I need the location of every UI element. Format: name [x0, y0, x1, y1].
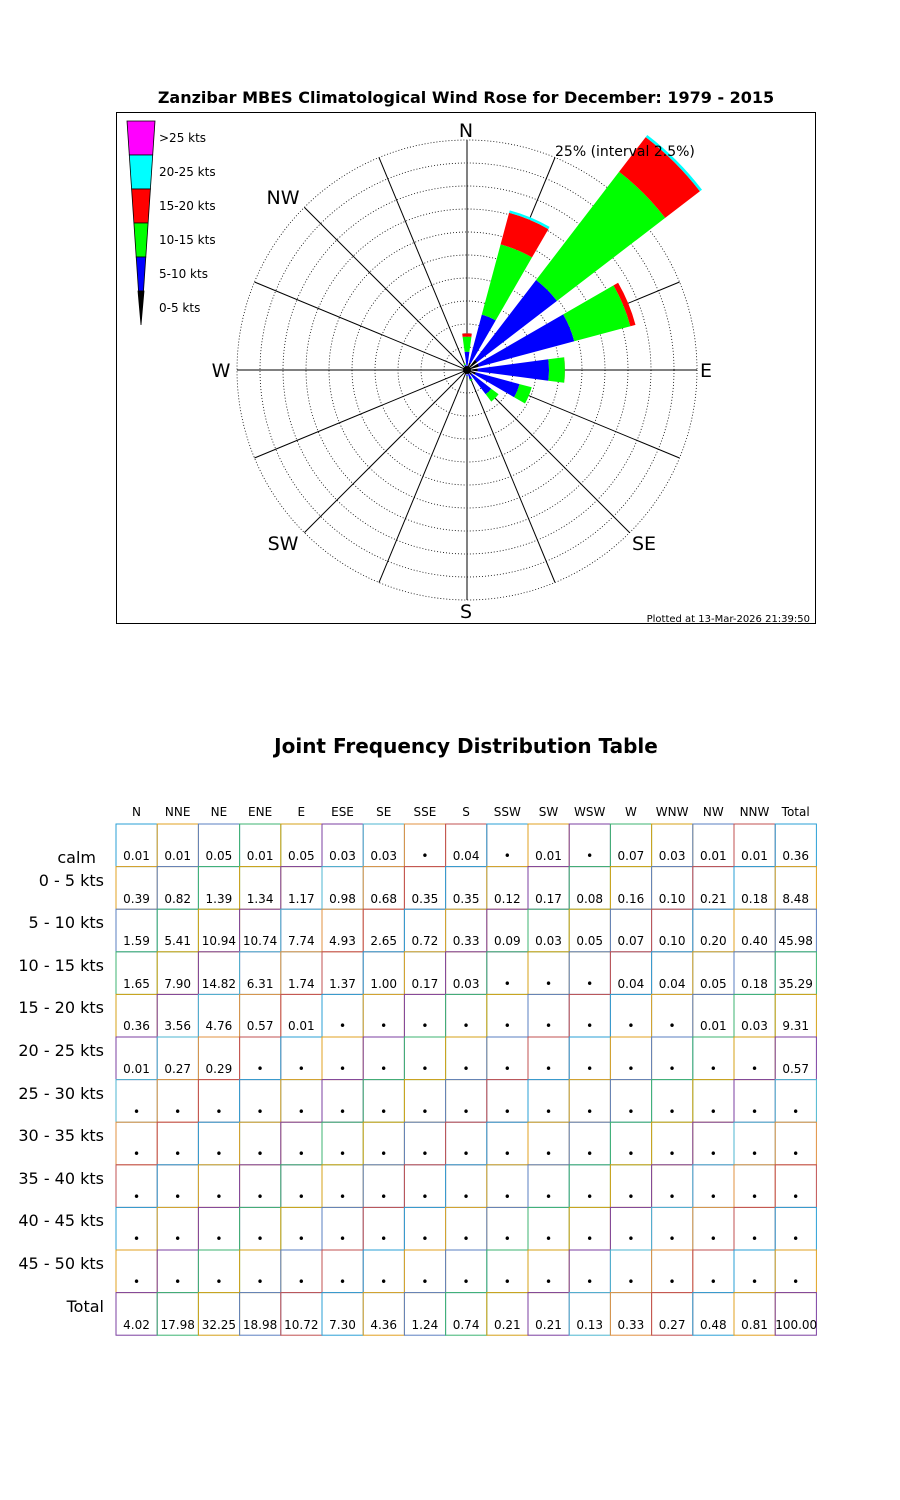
- table-cell: •: [380, 1104, 388, 1119]
- table-cell: •: [586, 1062, 594, 1076]
- table-cell: 17.98: [160, 1317, 195, 1332]
- table-cell: 0.07: [617, 934, 645, 949]
- table-cell: •: [709, 1104, 717, 1119]
- table-cell: •: [462, 1019, 470, 1034]
- table-cell: 0.13: [576, 1317, 604, 1332]
- table-cell: 18.98: [242, 1317, 278, 1332]
- table-cell: •: [668, 1147, 676, 1162]
- table-cell: •: [132, 1104, 141, 1119]
- table-cell: •: [792, 1232, 800, 1247]
- legend-label: 15-20 kts: [159, 199, 216, 213]
- table-cell: 35.29: [778, 976, 813, 991]
- row-label: 20 - 25 kts: [18, 1041, 104, 1060]
- compass-s: S: [459, 601, 473, 623]
- compass-e: E: [699, 360, 713, 382]
- table-cell: •: [421, 1019, 429, 1034]
- table-cell: •: [750, 1232, 759, 1247]
- table-cell: 5.41: [164, 934, 192, 949]
- table-cell: •: [297, 1232, 305, 1247]
- table-cell: 9.31: [782, 1019, 810, 1034]
- table-cell: •: [256, 1232, 264, 1247]
- table-cell: •: [544, 1147, 553, 1162]
- table-cell: 0.35: [452, 891, 480, 906]
- table-cell: 0.21: [699, 891, 727, 906]
- table-cell: •: [338, 1104, 347, 1119]
- table-cell: 10.72: [284, 1317, 319, 1332]
- column-header: SSW: [493, 805, 521, 819]
- table-cell: 8.48: [782, 891, 810, 906]
- table-cell: •: [627, 1189, 635, 1204]
- legend-label: 10-15 kts: [159, 233, 216, 247]
- table-cell: •: [132, 1147, 141, 1162]
- table-cell: 0.82: [164, 891, 192, 906]
- table-cell: 0.03: [741, 1019, 768, 1034]
- table-cell: 0.03: [535, 934, 562, 949]
- row-label: 30 - 35 kts: [18, 1126, 104, 1146]
- table-cell: •: [750, 1104, 759, 1119]
- table-cell: 0.16: [617, 891, 645, 906]
- table-cell: •: [338, 1189, 347, 1204]
- table-cell: •: [586, 849, 594, 863]
- table-cell: •: [338, 1232, 347, 1247]
- column-header: WSW: [574, 805, 606, 819]
- table-cell: 0.09: [493, 934, 521, 949]
- column-header: N: [132, 805, 141, 819]
- table-cell: •: [792, 1104, 800, 1119]
- table-cell: •: [380, 1232, 388, 1247]
- table-cell: 14.82: [201, 976, 237, 991]
- table-cell: •: [462, 1232, 470, 1247]
- table-cell: •: [668, 1019, 676, 1034]
- table-cell: •: [297, 1147, 305, 1162]
- table-cell: 0.72: [411, 934, 439, 949]
- table-cell: 0.18: [741, 976, 768, 991]
- table-cell: 0.40: [741, 934, 768, 949]
- table-cell: 7.74: [287, 934, 315, 949]
- table-cell: •: [174, 1275, 182, 1289]
- table-cell: 0.33: [617, 1317, 645, 1332]
- table-cell: 0.03: [329, 849, 356, 863]
- column-header: SE: [376, 805, 392, 819]
- table-cell: •: [503, 1062, 511, 1076]
- table-cell: 0.04: [617, 976, 645, 991]
- table-cell: 0.01: [164, 849, 192, 863]
- table-cell: •: [462, 1275, 470, 1289]
- column-header: NW: [702, 805, 724, 819]
- table-cell: 1.39: [205, 891, 233, 906]
- table-cell: •: [792, 1147, 800, 1162]
- row-label: calm: [57, 848, 96, 867]
- column-header: SSE: [413, 805, 437, 819]
- table-cell: 0.18: [741, 891, 768, 906]
- table-cell: •: [380, 1189, 388, 1204]
- table-cell: 0.04: [658, 976, 686, 991]
- table-cell: •: [215, 1147, 223, 1162]
- table-cell: 0.08: [576, 891, 604, 906]
- table-cell: 0.27: [164, 1062, 192, 1076]
- table-cell: •: [586, 1275, 594, 1289]
- table-cell: 0.27: [658, 1317, 686, 1332]
- table-cell: •: [792, 1189, 800, 1204]
- table-cell: 0.81: [741, 1317, 768, 1332]
- table-cell: 0.17: [411, 976, 439, 991]
- table-cell: •: [421, 1104, 429, 1119]
- row-label: 35 - 40 kts: [18, 1168, 104, 1188]
- table-cell: •: [627, 1275, 635, 1289]
- table-cell: •: [627, 1062, 635, 1076]
- table-cell: •: [586, 1232, 594, 1247]
- row-label: 40 - 45 kts: [18, 1211, 104, 1231]
- table-cell: 0.33: [452, 934, 480, 949]
- table-cell: 0.74: [452, 1317, 480, 1332]
- table-cell: •: [750, 1147, 759, 1162]
- table-cell: •: [297, 1189, 305, 1204]
- table-cell: 0.03: [452, 976, 480, 991]
- table-cell: 0.57: [782, 1062, 810, 1076]
- row-label: 45 - 50 kts: [18, 1254, 104, 1273]
- table-cell: •: [750, 1189, 759, 1204]
- table-cell: 1.17: [287, 891, 315, 906]
- table-cell: •: [174, 1147, 182, 1162]
- table-cell: •: [421, 1275, 429, 1289]
- column-header: ESE: [331, 805, 354, 819]
- table-cell: •: [503, 1019, 511, 1034]
- table-cell: •: [338, 1275, 347, 1289]
- table-cell: 0.04: [452, 849, 480, 863]
- column-header: NNW: [739, 805, 770, 819]
- table-cell: 0.48: [699, 1317, 727, 1332]
- table-cell: •: [750, 1062, 759, 1076]
- row-label: 5 - 10 kts: [28, 913, 104, 933]
- column-header: ENE: [248, 805, 273, 819]
- table-cell: •: [668, 1275, 676, 1289]
- table-cell: •: [215, 1232, 223, 1247]
- table-cell: 1.00: [370, 976, 398, 991]
- table-cell: 0.05: [205, 849, 233, 863]
- table-cell: 0.21: [535, 1317, 562, 1332]
- table-cell: •: [544, 1104, 553, 1119]
- row-label: 0 - 5 kts: [38, 870, 104, 890]
- table-cell: •: [132, 1275, 141, 1289]
- table-cell: 0.39: [123, 891, 150, 906]
- legend-label: 5-10 kts: [159, 267, 208, 281]
- table-cell: 1.59: [123, 934, 150, 949]
- ring-scale-label: 25% (interval 2.5%): [555, 144, 695, 160]
- table-cell: •: [668, 1189, 676, 1204]
- table-cell: 1.34: [246, 891, 274, 906]
- table-cell: 4.93: [329, 934, 356, 949]
- table-cell: •: [338, 1019, 347, 1034]
- column-header: S: [462, 805, 470, 819]
- table-cell: •: [586, 1189, 594, 1204]
- table-cell: 0.12: [493, 891, 521, 906]
- table-cell: 0.21: [493, 1317, 521, 1332]
- row-label: 15 - 20 kts: [18, 998, 104, 1018]
- table-cell: •: [544, 1275, 553, 1289]
- table-cell: 10.94: [201, 934, 237, 949]
- table-cell: 1.24: [411, 1317, 439, 1332]
- table-cell: •: [380, 1062, 388, 1076]
- table-cell: •: [380, 1275, 388, 1289]
- table-cell: •: [544, 1232, 553, 1247]
- table-cell: 0.01: [741, 849, 768, 863]
- table-cell: 0.68: [370, 891, 398, 906]
- table-cell: 0.29: [205, 1062, 233, 1076]
- table-cell: •: [338, 1147, 347, 1162]
- table-cell: •: [544, 976, 553, 991]
- table-cell: 1.37: [329, 976, 356, 991]
- table-cell: •: [503, 976, 511, 991]
- table-cell: •: [297, 1104, 305, 1119]
- compass-se: SE: [631, 533, 657, 555]
- table-cell: •: [627, 1104, 635, 1119]
- table-cell: 0.01: [287, 1019, 315, 1034]
- table-cell: 1.65: [123, 976, 150, 991]
- plotted-at: Plotted at 13-Mar-2026 21:39:50: [646, 614, 810, 625]
- table-cell: 0.01: [699, 1019, 727, 1034]
- table-title: Joint Frequency Distribution Table: [274, 734, 658, 758]
- table-cell: •: [462, 1147, 470, 1162]
- table-cell: 0.05: [576, 934, 604, 949]
- table-cell: 0.03: [658, 849, 686, 863]
- table-cell: •: [668, 1104, 676, 1119]
- legend-label: >25 kts: [159, 131, 207, 145]
- table-cell: 3.56: [164, 1019, 192, 1034]
- table-cell: •: [132, 1232, 141, 1247]
- table-cell: •: [215, 1104, 223, 1119]
- chart-title: Zanzibar MBES Climatological Wind Rose for December: 1979 - 2015: [157, 88, 775, 107]
- table-cell: 32.25: [201, 1317, 237, 1332]
- table-cell: 45.98: [778, 934, 813, 949]
- column-header: E: [297, 805, 306, 819]
- table-cell: •: [421, 1232, 429, 1247]
- table-cell: 0.01: [699, 849, 727, 863]
- row-label: Total: [66, 1296, 104, 1316]
- compass-w: W: [211, 360, 231, 382]
- table-cell: •: [586, 976, 594, 991]
- table-cell: 0.01: [123, 1062, 150, 1076]
- table-cell: 0.05: [287, 849, 315, 863]
- table-cell: •: [380, 1147, 388, 1162]
- table-cell: •: [586, 1147, 594, 1162]
- table-cell: •: [709, 1147, 717, 1162]
- compass-sw: SW: [267, 533, 299, 555]
- table-cell: •: [627, 1147, 635, 1162]
- table-cell: •: [544, 1019, 553, 1034]
- table-cell: •: [256, 1189, 264, 1204]
- table-cell: 0.01: [123, 849, 150, 863]
- table-cell: 0.36: [782, 849, 810, 863]
- table-cell: 0.01: [535, 849, 562, 863]
- table-cell: 6.31: [246, 976, 274, 991]
- table-cell: 7.90: [164, 976, 192, 991]
- table-cell: •: [709, 1232, 717, 1247]
- table-cell: 0.57: [246, 1019, 274, 1034]
- table-cell: •: [586, 1104, 594, 1119]
- table-cell: 0.03: [370, 849, 398, 863]
- table-cell: •: [544, 1189, 553, 1204]
- table-cell: •: [627, 1019, 635, 1034]
- table-cell: •: [462, 1062, 470, 1076]
- row-label: 10 - 15 kts: [18, 955, 104, 975]
- compass-nw: NW: [266, 187, 300, 209]
- legend-label: 20-25 kts: [159, 165, 216, 179]
- table-cell: •: [503, 1189, 511, 1204]
- table-cell: 2.65: [370, 934, 398, 949]
- table-cell: •: [215, 1275, 223, 1289]
- table-cell: •: [174, 1232, 182, 1247]
- table-cell: 0.07: [617, 849, 645, 863]
- table-cell: 0.10: [658, 891, 686, 906]
- table-cell: •: [338, 1062, 347, 1076]
- table-cell: •: [544, 1062, 553, 1076]
- column-header: NNE: [164, 805, 191, 819]
- table-cell: •: [462, 1189, 470, 1204]
- table-cell: 7.30: [329, 1317, 356, 1332]
- table-cell: 0.20: [699, 934, 727, 949]
- table-cell: 4.02: [123, 1317, 150, 1332]
- table-cell: 0.36: [123, 1019, 150, 1034]
- table-cell: •: [750, 1275, 759, 1289]
- column-header: Total: [781, 805, 810, 819]
- table-cell: 0.17: [535, 891, 562, 906]
- table-cell: •: [421, 849, 429, 863]
- legend-label: 0-5 kts: [159, 301, 201, 315]
- table-cell: 0.05: [699, 976, 727, 991]
- table-cell: 0.35: [411, 891, 439, 906]
- column-header: NE: [210, 805, 228, 819]
- column-header: W: [624, 805, 637, 819]
- table-cell: •: [503, 1275, 511, 1289]
- compass-n: N: [458, 120, 474, 142]
- table-cell: 100.00: [775, 1317, 818, 1332]
- table-cell: •: [668, 1232, 676, 1247]
- table-cell: •: [627, 1232, 635, 1247]
- row-label: 25 - 30 kts: [18, 1083, 104, 1103]
- table-cell: 0.10: [658, 934, 686, 949]
- table-cell: •: [586, 1019, 594, 1034]
- table-cell: •: [174, 1189, 182, 1204]
- table-cell: •: [297, 1275, 305, 1289]
- column-header: WNW: [655, 805, 689, 819]
- table-cell: •: [256, 1104, 264, 1119]
- table-cell: 4.76: [205, 1019, 233, 1034]
- table-cell: •: [215, 1189, 223, 1204]
- table-cell: •: [256, 1147, 264, 1162]
- table-cell: •: [503, 1232, 511, 1247]
- table-cell: •: [503, 1104, 511, 1119]
- table-cell: •: [462, 1104, 470, 1119]
- table-cell: •: [792, 1275, 800, 1289]
- table-cell: •: [709, 1189, 717, 1204]
- table-cell: •: [421, 1189, 429, 1204]
- table-cell: •: [503, 1147, 511, 1162]
- table-cell: •: [709, 1275, 717, 1289]
- table-cell: •: [297, 1062, 305, 1076]
- table-cell: •: [256, 1275, 264, 1289]
- table-cell: •: [421, 1147, 429, 1162]
- table-cell: •: [421, 1062, 429, 1076]
- table-cell: •: [174, 1104, 182, 1119]
- table-cell: 0.01: [246, 849, 274, 863]
- table-cell: 1.74: [287, 976, 315, 991]
- table-cell: •: [256, 1062, 264, 1076]
- table-cell: •: [668, 1062, 676, 1076]
- column-header: SW: [538, 805, 559, 819]
- table-cell: 0.98: [329, 891, 356, 906]
- table-cell: 10.74: [242, 934, 278, 949]
- table-cell: •: [132, 1189, 141, 1204]
- table-cell: •: [709, 1062, 717, 1076]
- table-cell: 4.36: [370, 1317, 398, 1332]
- table-cell: •: [503, 849, 511, 863]
- table-cell: •: [380, 1019, 388, 1034]
